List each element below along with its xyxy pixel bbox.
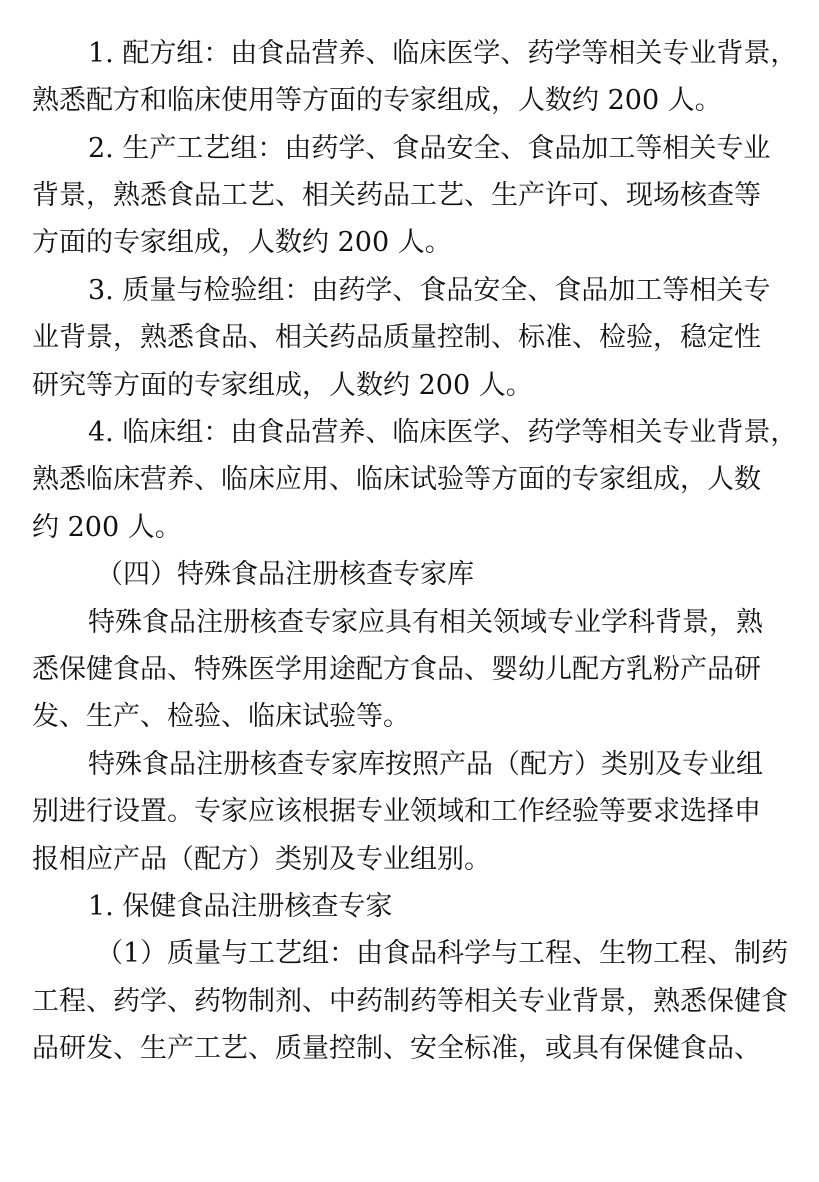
paragraph-line: 3. 质量与检验组：由药学、食品安全、食品加工等相关专	[88, 275, 771, 306]
paragraph-line: 报相应产品（配方）类别及专业组别。	[32, 844, 491, 875]
paragraph-line: 品研发、生产工艺、质量控制、安全标准，或具有保健食品、	[32, 1033, 761, 1064]
paragraph-line: 发、生产、检验、临床试验等。	[32, 701, 410, 732]
paragraph-line: 熟悉临床营养、临床应用、临床试验等方面的专家组成，人数	[32, 464, 761, 495]
paragraph-line: 工程、药学、药物制剂、中药制药等相关专业背景，熟悉保健食	[32, 986, 788, 1017]
subsection-heading: 1. 保健食品注册核查专家	[88, 891, 393, 922]
paragraph-line: 特殊食品注册核查专家应具有相关领域专业学科背景，熟	[88, 607, 763, 638]
paragraph-line: 研究等方面的专家组成，人数约 200 人。	[32, 370, 533, 401]
paragraph-line: 特殊食品注册核查专家库按照产品（配方）类别及专业组	[88, 749, 763, 780]
paragraph-line: 2. 生产工艺组：由药学、食品安全、食品加工等相关专业	[88, 133, 771, 164]
paragraph-line: 别进行设置。专家应该根据专业领域和工作经验等要求选择申	[32, 796, 761, 827]
paragraph-line: 熟悉配方和临床使用等方面的专家组成，人数约 200 人。	[32, 85, 722, 116]
paragraph-line: 4. 临床组：由食品营养、临床医学、药学等相关专业背景，	[88, 417, 798, 448]
section-heading: （四）特殊食品注册核查专家库	[96, 559, 474, 590]
paragraph-line: 方面的专家组成，人数约 200 人。	[32, 227, 452, 258]
paragraph-line: 1. 配方组：由食品营养、临床医学、药学等相关专业背景，	[88, 38, 798, 69]
paragraph-line: 约 200 人。	[32, 512, 182, 543]
paragraph-line: 业背景，熟悉食品、相关药品质量控制、标准、检验，稳定性	[32, 322, 761, 353]
paragraph-line: （1）质量与工艺组：由食品科学与工程、生物工程、制药	[96, 938, 789, 969]
paragraph-line: 悉保健食品、特殊医学用途配方食品、婴幼儿配方乳粉产品研	[32, 654, 761, 685]
paragraph-line: 背景，熟悉食品工艺、相关药品工艺、生产许可、现场核查等	[32, 180, 761, 211]
